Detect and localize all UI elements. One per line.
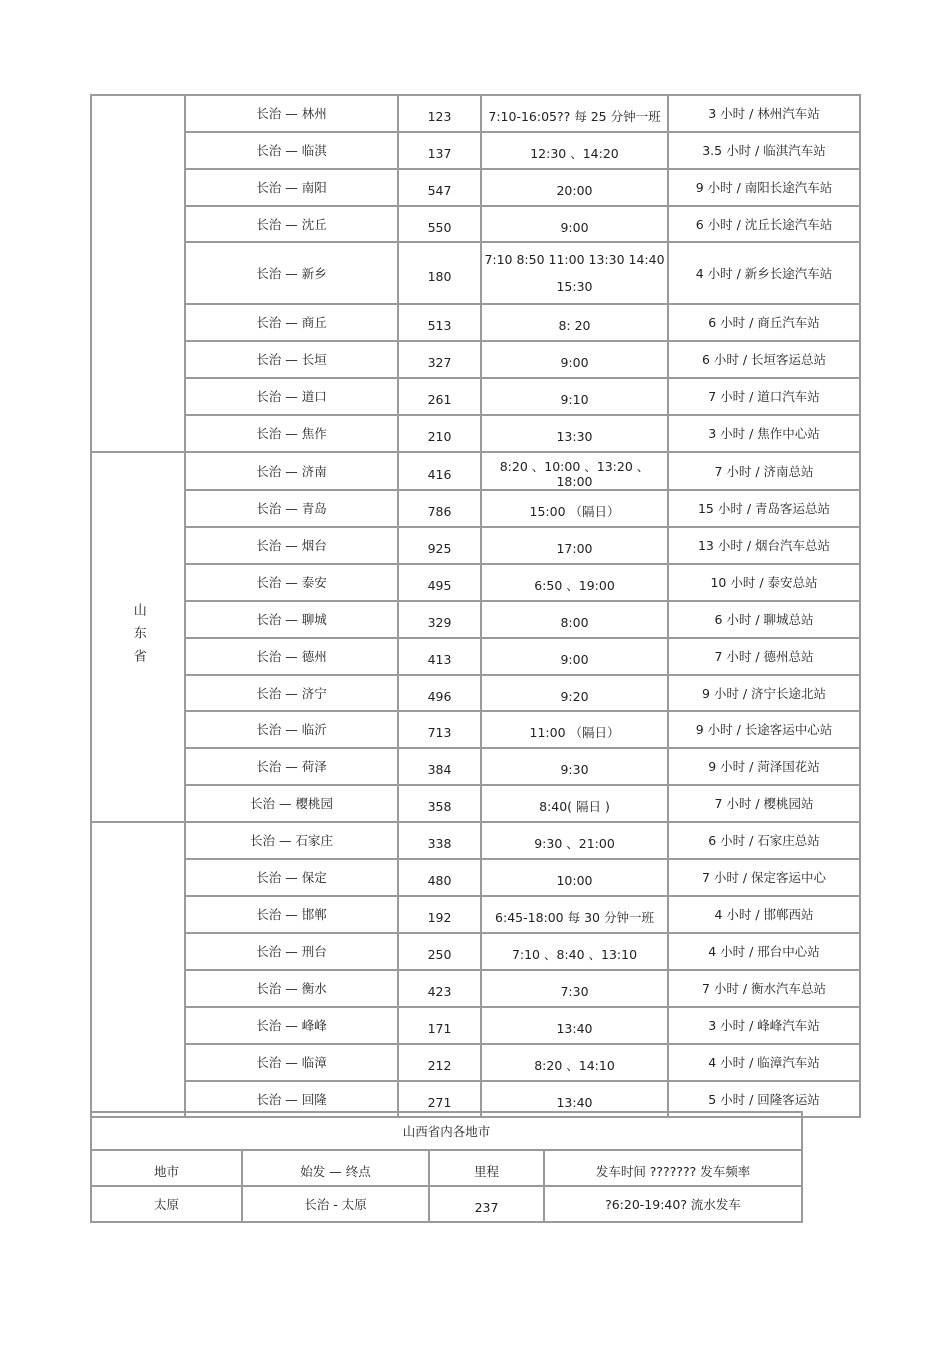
header-city: 地市 (91, 1150, 242, 1186)
distance-cell: 261 (398, 378, 481, 415)
duration-cell: 4 小时 / 邢台中心站 (668, 933, 860, 970)
distance-cell: 137 (398, 132, 481, 169)
table-row (91, 415, 860, 452)
duration-cell: 3 小时 / 焦作中心站 (668, 415, 860, 452)
route-cell: 长治 — 保定 (185, 859, 398, 896)
duration-cell: 6 小时 / 商丘汽车站 (668, 304, 860, 341)
times-cell: 13:40 (481, 1007, 668, 1044)
distance-cell: 192 (398, 896, 481, 933)
route-cell: 长治 — 烟台 (185, 527, 398, 564)
shanxi-header-row (91, 1150, 802, 1186)
route-cell: 长治 — 聊城 (185, 601, 398, 638)
route-cell: 长治 — 焦作 (185, 415, 398, 452)
route-cell: 长治 - 太原 (242, 1186, 429, 1222)
table-row (91, 675, 860, 711)
duration-cell: 9 小时 / 菏泽国花站 (668, 748, 860, 785)
times-cell: 10:00 (481, 859, 668, 896)
table-row (91, 242, 860, 304)
distance-cell: 358 (398, 785, 481, 822)
times-cell: 8: 20 (481, 304, 668, 341)
distance-cell: 171 (398, 1007, 481, 1044)
table-row (91, 95, 860, 132)
times-cell: ?6:20-19:40? 流水发车 (544, 1186, 802, 1222)
duration-cell: 3.5 小时 / 临淇汽车站 (668, 132, 860, 169)
route-cell: 长治 — 衡水 (185, 970, 398, 1007)
route-cell: 长治 — 长垣 (185, 341, 398, 378)
distance-cell: 495 (398, 564, 481, 601)
distance-cell: 496 (398, 675, 481, 711)
duration-cell: 13 小时 / 烟台汽车总站 (668, 527, 860, 564)
times-cell: 9:20 (481, 675, 668, 711)
duration-cell: 7 小时 / 樱桃园站 (668, 785, 860, 822)
duration-cell: 5 小时 / 回隆客运站 (668, 1081, 860, 1117)
times-cell: 7:10 、8:40 、13:10 (481, 933, 668, 970)
distance-cell: 123 (398, 95, 481, 132)
times-cell (481, 242, 668, 304)
times-cell: 9:30 、21:00 (481, 822, 668, 859)
route-cell: 长治 — 荷泽 (185, 748, 398, 785)
times-cell: 8:20 、14:10 (481, 1044, 668, 1081)
table-row (91, 933, 860, 970)
times-cell: 13:40 (481, 1081, 668, 1117)
route-cell: 长治 — 济南 (185, 452, 398, 490)
table-row (91, 169, 860, 206)
route-cell: 长治 — 德州 (185, 638, 398, 675)
route-cell: 长治 — 临淇 (185, 132, 398, 169)
table-row (91, 304, 860, 341)
duration-cell: 9 小时 / 南阳长途汽车站 (668, 169, 860, 206)
province-cell (91, 95, 185, 452)
duration-cell: 3 小时 / 峰峰汽车站 (668, 1007, 860, 1044)
header-route: 始发 — 终点 (242, 1150, 429, 1186)
distance-cell: 547 (398, 169, 481, 206)
table-row (91, 1044, 860, 1081)
times-cell: 8:20 、10:00 、13:20 、18:00 (481, 452, 668, 490)
table-row (91, 490, 860, 527)
route-cell: 长治 — 刑台 (185, 933, 398, 970)
table-row (91, 132, 860, 169)
distance-cell: 250 (398, 933, 481, 970)
times-cell: 6:45-18:00 每 30 分钟一班 (481, 896, 668, 933)
duration-cell: 4 小时 / 新乡长途汽车站 (668, 242, 860, 304)
bus-route-table (90, 94, 861, 1118)
distance-cell: 423 (398, 970, 481, 1007)
times-cell: 17:00 (481, 527, 668, 564)
distance-cell: 416 (398, 452, 481, 490)
table-row (91, 378, 860, 415)
shanxi-title-row (91, 1112, 802, 1150)
route-cell: 长治 — 新乡 (185, 242, 398, 304)
times-cell: 9:00 (481, 341, 668, 378)
duration-cell: 7 小时 / 保定客运中心 (668, 859, 860, 896)
table-row (91, 564, 860, 601)
duration-cell: 6 小时 / 聊城总站 (668, 601, 860, 638)
route-cell: 长治 — 南阳 (185, 169, 398, 206)
distance-cell: 925 (398, 527, 481, 564)
distance-cell: 327 (398, 341, 481, 378)
route-cell: 长治 — 临漳 (185, 1044, 398, 1081)
times-cell: 11:00 （隔日） (481, 711, 668, 748)
distance-cell: 786 (398, 490, 481, 527)
times-cell: 9:00 (481, 638, 668, 675)
table-row (91, 970, 860, 1007)
times-cell: 20:00 (481, 169, 668, 206)
times-cell: 13:30 (481, 415, 668, 452)
route-cell: 长治 — 回隆 (185, 1081, 398, 1117)
route-cell: 长治 — 青岛 (185, 490, 398, 527)
table-row (91, 711, 860, 748)
route-cell: 长治 — 道口 (185, 378, 398, 415)
distance-cell: 338 (398, 822, 481, 859)
header-distance: 里程 (429, 1150, 544, 1186)
route-cell: 长治 — 济宁 (185, 675, 398, 711)
table-row (91, 601, 860, 638)
distance-cell: 713 (398, 711, 481, 748)
table-row (91, 785, 860, 822)
route-cell: 长治 — 邯郸 (185, 896, 398, 933)
distance-cell: 210 (398, 415, 481, 452)
duration-cell: 6 小时 / 沈丘长途汽车站 (668, 206, 860, 242)
route-cell: 长治 — 石家庄 (185, 822, 398, 859)
duration-cell: 7 小时 / 道口汽车站 (668, 378, 860, 415)
table-row (91, 1007, 860, 1044)
table-row (91, 341, 860, 378)
times-cell: 9:30 (481, 748, 668, 785)
times-cell: 6:50 、19:00 (481, 564, 668, 601)
times-cell: 7:30 (481, 970, 668, 1007)
table-row (91, 896, 860, 933)
times-line: 15:30 (556, 279, 593, 294)
duration-cell: 4 小时 / 临漳汽车站 (668, 1044, 860, 1081)
times-cell: 15:00 （隔日） (481, 490, 668, 527)
province-cell (91, 822, 185, 1117)
table-row (91, 748, 860, 785)
route-cell: 长治 — 沈丘 (185, 206, 398, 242)
duration-cell: 4 小时 / 邯郸西站 (668, 896, 860, 933)
distance-cell: 212 (398, 1044, 481, 1081)
times-line: 7:10 8:50 11:00 13:30 14:40 (484, 252, 665, 267)
table-row (91, 452, 860, 490)
duration-cell: 7 小时 / 济南总站 (668, 452, 860, 490)
duration-cell: 3 小时 / 林州汽车站 (668, 95, 860, 132)
route-cell: 长治 — 樱桃园 (185, 785, 398, 822)
duration-cell: 7 小时 / 衡水汽车总站 (668, 970, 860, 1007)
distance-cell: 384 (398, 748, 481, 785)
province-cell: 山东省 (91, 452, 185, 822)
duration-cell: 6 小时 / 长垣客运总站 (668, 341, 860, 378)
route-cell: 长治 — 林州 (185, 95, 398, 132)
times-cell: 9:10 (481, 378, 668, 415)
duration-cell: 15 小时 / 青岛客运总站 (668, 490, 860, 527)
times-cell: 8:40( 隔日 ) (481, 785, 668, 822)
duration-cell: 9 小时 / 济宁长途北站 (668, 675, 860, 711)
distance-cell: 513 (398, 304, 481, 341)
table-row (91, 859, 860, 896)
distance-cell: 413 (398, 638, 481, 675)
route-cell: 长治 — 临沂 (185, 711, 398, 748)
route-cell: 长治 — 泰安 (185, 564, 398, 601)
city-cell: 太原 (91, 1186, 242, 1222)
times-cell: 8:00 (481, 601, 668, 638)
distance-cell: 480 (398, 859, 481, 896)
distance-cell: 329 (398, 601, 481, 638)
header-times: 发车时间 ??????? 发车频率 (544, 1150, 802, 1186)
table-row (91, 206, 860, 242)
table-row (91, 1186, 802, 1222)
times-cell: 7:10-16:05?? 每 25 分钟一班 (481, 95, 668, 132)
times-cell: 12:30 、14:20 (481, 132, 668, 169)
shanxi-route-table (90, 1111, 803, 1223)
distance-cell: 237 (429, 1186, 544, 1222)
times-cell: 9:00 (481, 206, 668, 242)
route-cell: 长治 — 商丘 (185, 304, 398, 341)
duration-cell: 9 小时 / 长途客运中心站 (668, 711, 860, 748)
duration-cell: 6 小时 / 石家庄总站 (668, 822, 860, 859)
route-cell: 长治 — 峰峰 (185, 1007, 398, 1044)
distance-cell: 550 (398, 206, 481, 242)
distance-cell: 271 (398, 1081, 481, 1117)
table-row (91, 638, 860, 675)
table-row (91, 822, 860, 859)
table-row (91, 527, 860, 564)
duration-cell: 10 小时 / 泰安总站 (668, 564, 860, 601)
distance-cell: 180 (398, 242, 481, 304)
shanxi-title: 山西省内各地市 (91, 1112, 802, 1150)
duration-cell: 7 小时 / 德州总站 (668, 638, 860, 675)
